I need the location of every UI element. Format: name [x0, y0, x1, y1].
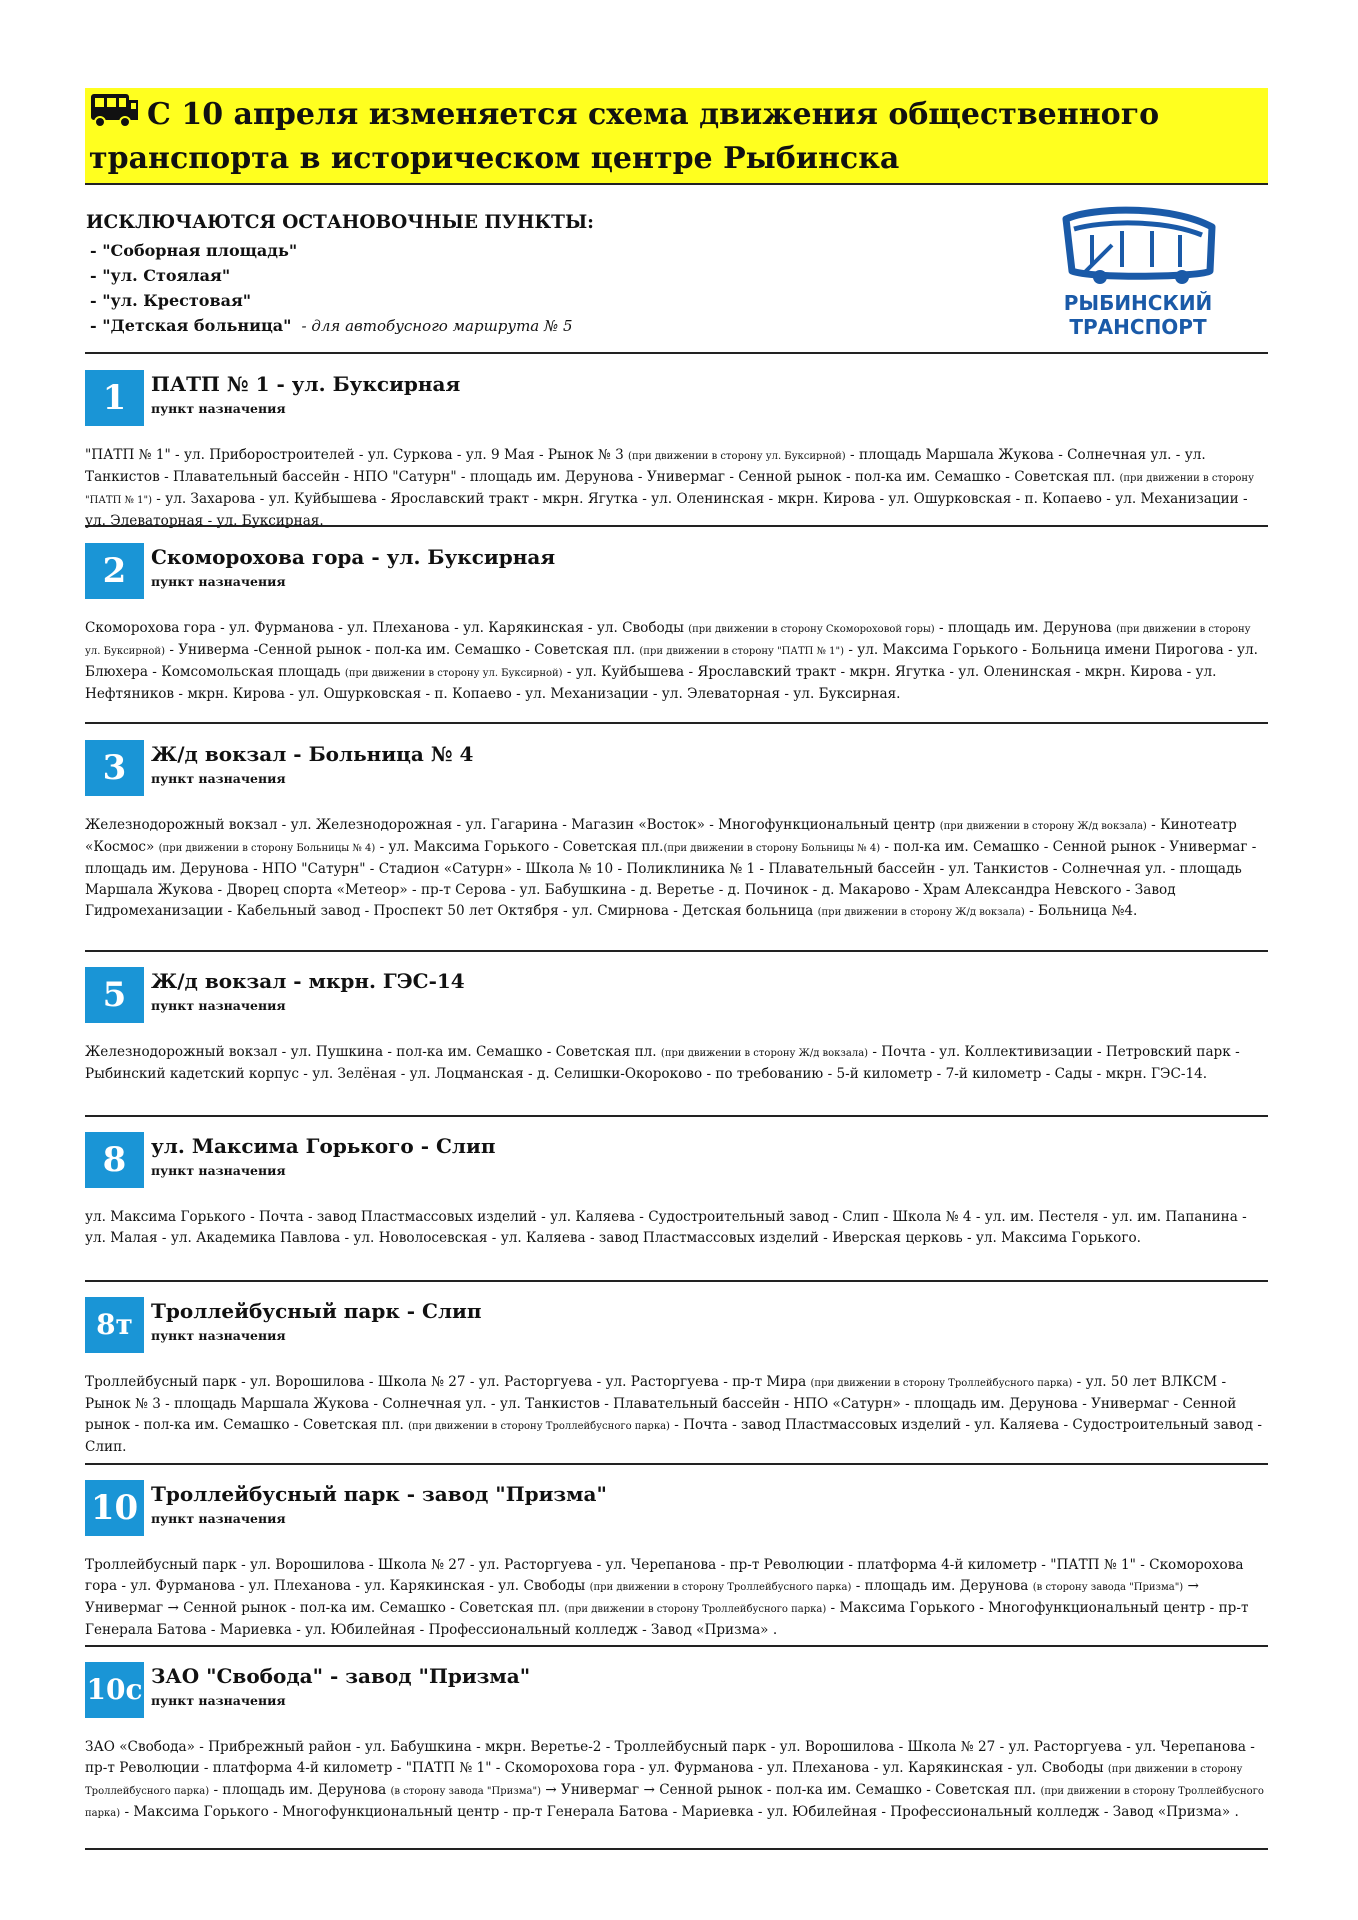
route-stops: [85, 1737, 1268, 1824]
route-subtitle: пункт назначения: [151, 771, 286, 786]
route-stop-note: (при движении в сторону Троллейбусного парка): [564, 1604, 827, 1615]
route-stop-text: - площадь им. Дерунова: [934, 620, 1117, 636]
route-stop-note: (при движении в сторону Ж/д вокзала): [939, 821, 1147, 832]
excluded-stop-item: [86, 313, 986, 339]
divider: [85, 1463, 1268, 1465]
route-stop-text: - площадь им. Дерунова: [209, 1782, 391, 1798]
route-stop-note: (при движении в сторону Скомороховой горы): [688, 624, 935, 635]
route-stop-text: - Максима Горького - Многофункциональный центр - пр-т Генерала Батова - Мариевка - ул. Юбилейная - Профессиональный колледж - Завод «Призма» .: [85, 1600, 1249, 1638]
excluded-stop-label: - "ул. Стоялая": [90, 266, 231, 285]
excluded-stop-item: [86, 288, 986, 313]
route-stop-text: Железнодорожный вокзал - ул. Железнодорожная - ул. Гагарина - Магазин «Восток» - Многофункциональный центр: [85, 817, 940, 833]
route-number-badge: 3: [85, 740, 144, 796]
route-stop-text: - ул. Захарова - ул. Куйбышева - Ярославский тракт - мкрн. Ягутка - ул. Оленинская - мкрн. Кирова - ул. Ошурковская - п. Копаево - ул. Механизации - ул. Элеваторная - ул. Буксирная.: [85, 491, 1248, 529]
route-stop-text: ЗАО «Свобода» - Прибрежный район - ул. Бабушкина - мкрн. Веретье-2 - Троллейбусный парк - ул. Ворошилова - Школа № 27 - ул. Расторгуева - ул. Черепанова - пр-т Революции - платформа 4-й километр - "ПАТП № 1" - Скоморохова гора - ул. Фурманова - ул. Плеханова - ул. Карякинская - ул. Свободы: [85, 1739, 1255, 1776]
route-stop-text: ул. Максима Горького - Почта - завод Пластмассовых изделий - ул. Каляева - Судостроительный завод - Слип - Школа № 4 - ул. им. Пестеля - ул. им. Папанина - ул. Малая - ул. Академика Павлова - ул. Новолосевская - ул. Каляева - завод Пластмассовых изделий - Иверская церковь - ул. Максима Горького.: [85, 1209, 1247, 1246]
route-subtitle: пункт назначения: [151, 998, 286, 1013]
route-stop-text: - ул. Куйбышева - Ярославский тракт - мкрн. Ягутка - ул. Оленинская - мкрн. Кирова - ул. Нефтяников - мкрн. Кирова - ул. Ошурковская - п. Копаево - ул. Механизации - ул. Элеваторная - ул. Буксирная.: [85, 664, 1217, 702]
route-name: Ж/д вокзал - мкрн. ГЭС-14: [151, 969, 465, 993]
route-stop-note: (в сторону завода "Призма"): [390, 1786, 541, 1797]
excluded-stops-list: [86, 238, 986, 339]
divider: [85, 525, 1268, 527]
route-stop-text: Троллейбусный парк - ул. Ворошилова - Школа № 27 - ул. Расторгуева - ул. Черепанова - пр-т Революции - платформа 4-й километр - "ПАТП № 1" - Скоморохова гора - ул. Фурманова - ул. Плеханова - ул. Карякинская - ул. Свободы: [85, 1557, 1244, 1594]
route-stop-note: (при движении в сторону Ж/д вокзала): [817, 907, 1025, 918]
excluded-stop-label: - "Соборная площадь": [90, 241, 298, 260]
route-stop-note: (при движении в сторону Больницы № 4): [158, 843, 376, 854]
route-stop-note: (при движении в сторону ул. Буксирной): [85, 624, 1251, 657]
route-name: ул. Максима Горького - Слип: [151, 1134, 496, 1158]
route-number-badge: 10: [85, 1480, 144, 1536]
route-number-badge: 10с: [85, 1662, 144, 1718]
route-stop-note: (при движении в сторону Троллейбусного парка): [810, 1378, 1073, 1389]
route-number-badge: 2: [85, 543, 144, 599]
route-subtitle: пункт назначения: [151, 1693, 286, 1708]
excluded-stop-item: [86, 263, 986, 288]
divider: [85, 722, 1268, 724]
route-subtitle: пункт назначения: [151, 401, 286, 416]
bus-icon: [89, 92, 141, 128]
rybinsk-transport-logo: [1052, 205, 1224, 343]
route-stop-text: - Почта - ул. Коллективизации - Петровский парк - Рыбинский кадетский корпус - ул. Зелёная - ул. Лоцманская - д. Селишки-Окороково - по требованию - 5-й километр - 7-й километр - Сады - мкрн. ГЭС-14.: [85, 1044, 1240, 1082]
route-stops: [85, 1555, 1268, 1641]
route-stop-text: → Универмаг → Сенной рынок - пол-ка им. Семашко - Советская пл.: [85, 1578, 1199, 1616]
route-name: ПАТП № 1 - ул. Буксирная: [151, 372, 461, 396]
route-stop-text: - Универма -Сенной рынок - пол-ка им. Семашко - Советская пл.: [165, 642, 640, 658]
divider: [85, 1280, 1268, 1282]
divider: [85, 1645, 1268, 1647]
route-name: Троллейбусный парк - завод "Призма": [151, 1482, 607, 1506]
header-title-text: С 10 апреля изменяется схема движения общественного транспорта в историческом центре Рыбинска: [89, 97, 1160, 176]
route-stop-text: - площадь им. Дерунова: [851, 1578, 1033, 1594]
route-stop-note: (при движении в сторону Троллейбусного парка): [85, 1786, 1264, 1819]
excluded-stop-note: - для автобусного маршрута № 5: [301, 317, 573, 335]
route-stop-text: Скоморохова гора - ул. Фурманова - ул. Плеханова - ул. Карякинская - ул. Свободы: [85, 620, 689, 636]
divider: [85, 1115, 1268, 1117]
route-stops: [85, 618, 1268, 705]
route-stop-text: "ПАТП № 1" - ул. Приборостроителей - ул. Суркова - ул. 9 Мая - Рынок № 3: [85, 447, 629, 463]
route-number-badge: 1: [85, 370, 144, 426]
route-stop-text: Троллейбусный парк - ул. Ворошилова - Школа № 27 - ул. Расторгуева - ул. Расторгуева - пр-т Мира: [85, 1374, 811, 1390]
route-stop-text: → Универмаг → Сенной рынок - пол-ка им. Семашко - Советская пл.: [540, 1782, 1041, 1798]
route-stops: [85, 1207, 1268, 1249]
route-subtitle: пункт назначения: [151, 1328, 286, 1343]
route-stop-text: - ул. Максима Горького - Советская пл.: [375, 839, 664, 855]
route-name: Скоморохова гора - ул. Буксирная: [151, 545, 556, 569]
excluded-stop-label: - "ул. Крестовая": [90, 291, 252, 310]
route-stops: [85, 445, 1268, 532]
divider: [85, 950, 1268, 952]
route-stop-text: Железнодорожный вокзал - ул. Пушкина - пол-ка им. Семашко - Советская пл.: [85, 1044, 661, 1060]
route-stop-text: - ул. 50 лет ВЛКСМ - Рынок № 3 - площадь Маршала Жукова - Солнечная ул. - ул. Танкистов - Плавательный бассейн - НПО «Сатурн» - площадь им. Дерунова - Универмаг - Сенной рынок - пол-ка им. Семашко - Советская пл.: [85, 1374, 1237, 1433]
header-title: [89, 92, 1259, 181]
route-stop-text: - Кинотеатр «Космос»: [85, 817, 1237, 855]
route-name: Ж/д вокзал - Больница № 4: [151, 742, 474, 766]
excluded-stops-section: [86, 210, 986, 339]
route-stop-note: (при движении в сторону "ПАТП № 1"): [639, 646, 845, 657]
route-number-badge: 5: [85, 967, 144, 1023]
route-stop-text: - Максима Горького - Многофункциональный центр - пр-т Генерала Батова - Мариевка - ул. Юбилейная - Профессиональный колледж - Завод «Призма» .: [120, 1804, 1239, 1820]
route-stop-note: (при движении в сторону Больницы № 4): [663, 843, 881, 854]
route-subtitle: пункт назначения: [151, 1511, 286, 1526]
header-banner: [85, 88, 1268, 185]
excluded-stops-title: ИСКЛЮЧАЮТСЯ ОСТАНОВОЧНЫЕ ПУНКТЫ:: [86, 212, 595, 233]
route-name: ЗАО "Свобода" - завод "Призма": [151, 1664, 531, 1688]
excluded-stop-item: [86, 238, 986, 263]
route-number-badge: 8: [85, 1132, 144, 1188]
excluded-stop-label: - "Детская больница": [90, 316, 292, 335]
route-stop-text: - Больница №4.: [1024, 903, 1138, 919]
route-stop-text: - пол-ка им. Семашко - Сенной рынок - Универмаг - площадь им. Дерунова - НПО "Сатурн" - Стадион «Сатурн» - Школа № 10 - Поликлиника № 1 - Плавательный бассейн - ул. Танкистов - Солнечная ул. - площадь Маршала Жукова - Дворец спорта «Метеор» - пр-т Серова - ул. Бабушкина - д. Веретье - д. Починок - д. Макарово - Храм Александра Невского - Завод Гидромеханизации - Кабельный завод - Проспект 50 лет Октября - ул. Смирнова - Детская больница: [85, 839, 1257, 919]
route-subtitle: пункт назначения: [151, 574, 286, 589]
route-stop-note: (при движении в сторону ул. Буксирной): [344, 668, 563, 679]
route-stop-note: (при движении в сторону ул. Буксирной): [628, 451, 846, 462]
logo-bus-icon: [1052, 205, 1224, 287]
divider: [85, 1848, 1268, 1850]
route-stops: [85, 1042, 1268, 1085]
route-stop-note: (при движении в сторону "ПАТП № 1"): [85, 473, 1254, 506]
route-stop-note: (в сторону завода "Призма"): [1032, 1582, 1184, 1593]
logo-text-line2: ТРАНСПОРТ: [1069, 315, 1207, 339]
divider: [85, 352, 1268, 354]
route-stops: [85, 1372, 1268, 1458]
route-stop-note: (при движении в сторону Ж/д вокзала): [660, 1048, 869, 1059]
route-stop-text: - Почта - завод Пластмассовых изделий - ул. Каляева - Судостроительный завод - Слип.: [85, 1417, 1262, 1455]
route-stop-note: (при движении в сторону Троллейбусного парка): [85, 1764, 1243, 1797]
logo-text-line1: РЫБИНСКИЙ: [1063, 291, 1213, 315]
route-stop-note: (при движении в сторону Троллейбусного парка): [408, 1421, 670, 1432]
route-stops: [85, 815, 1268, 923]
route-stop-text: - ул. Максима Горького - Больница имени Пирогова - ул. Блюхера - Комсомольская площадь: [85, 642, 1258, 680]
route-stop-note: (при движении в сторону Троллейбусного парка): [589, 1582, 852, 1593]
route-name: Троллейбусный парк - Слип: [151, 1299, 482, 1323]
route-stop-text: - площадь Маршала Жукова - Солнечная ул. - ул. Танкистов - Плавательный бассейн - НПО "Сатурн" - площадь им. Дерунова - Универмаг - Сенной рынок - пол-ка им. Семашко - Советская пл.: [85, 447, 1206, 485]
route-number-badge: 8т: [85, 1297, 144, 1353]
route-subtitle: пункт назначения: [151, 1163, 286, 1178]
